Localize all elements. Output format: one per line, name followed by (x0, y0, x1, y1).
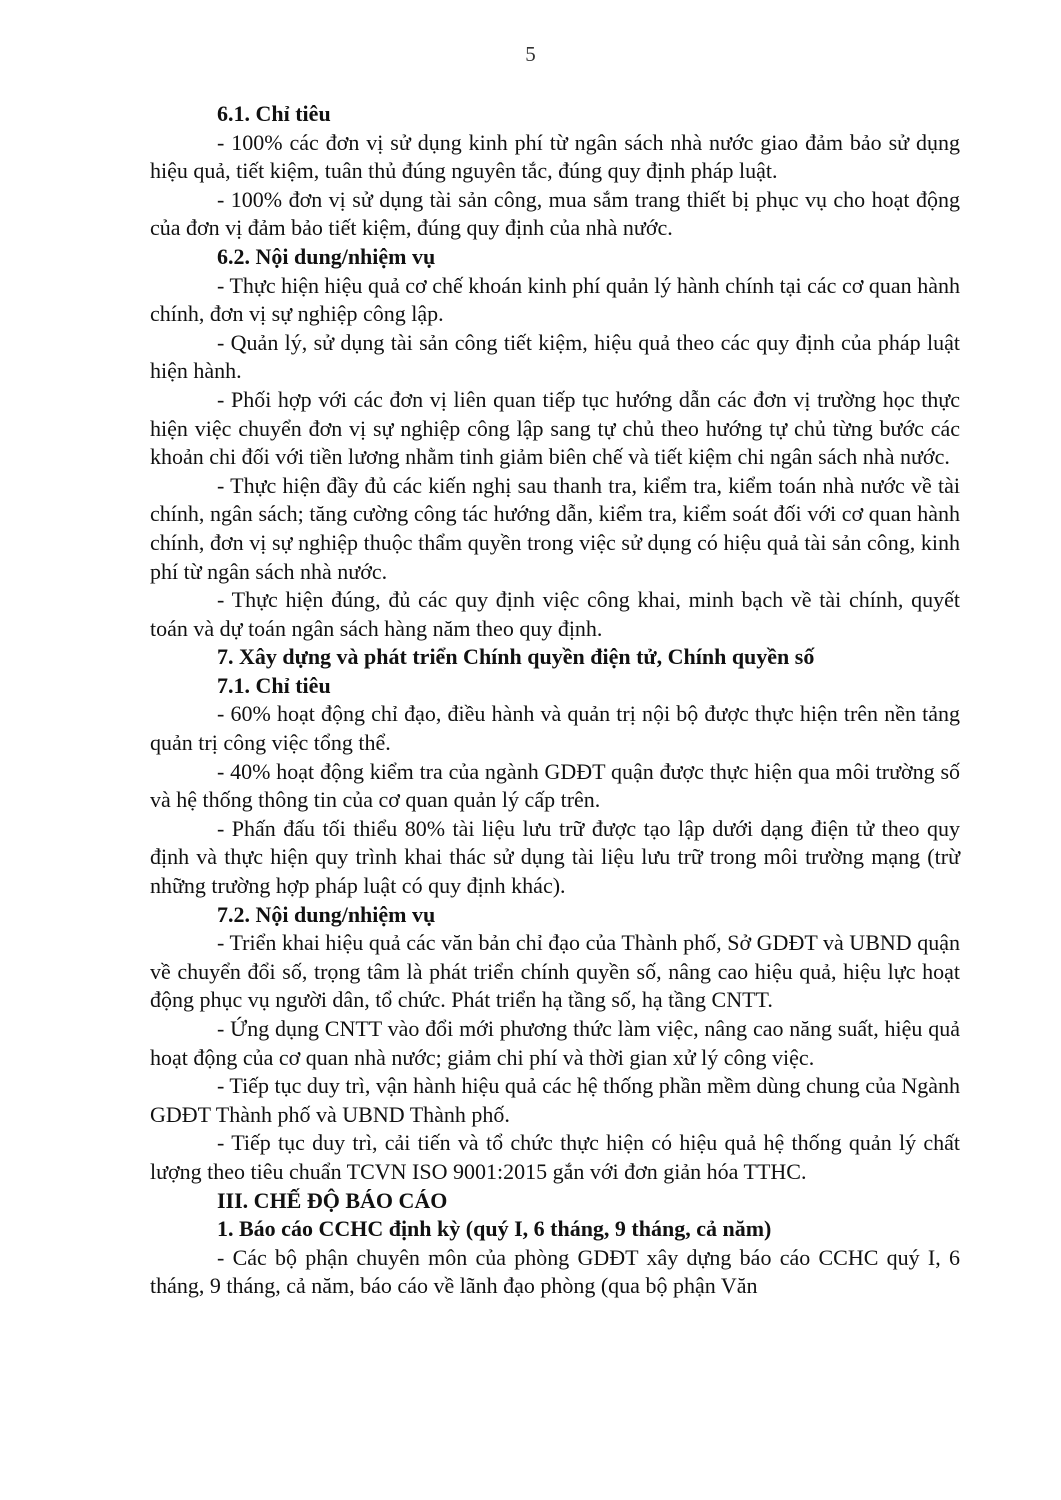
paragraph: - Phối hợp với các đơn vị liên quan tiếp tục hướng dẫn các đơn vị trường học thực hiện việc chuyển đơn vị sự nghiệp công lập sang tự chủ theo hướng tự chủ từng bước các khoản chi đối với tiền lương nhằm tinh giảm biên chế và tiết kiệm chi ngân sách nhà nước. (150, 386, 960, 470)
section-heading: 7. Xây dựng và phát triển Chính quyền điện tử, Chính quyền số (217, 644, 815, 670)
page-number: 5 (525, 42, 536, 66)
section-heading: III. CHẾ ĐỘ BÁO CÁO (217, 1187, 448, 1213)
paragraph: - Thực hiện đầy đủ các kiến nghị sau thanh tra, kiểm tra, kiểm toán nhà nước về tài chính, ngân sách; tăng cường công tác hướng dẫn, kiểm tra, kiểm soát đối với cơ quan hành chính, đơn vị sự nghiệp thuộc thẩm quyền trong việc sử dụng có hiệu quả tài sản công, kinh phí từ ngân sách nhà nước. (150, 472, 960, 584)
section-heading: 7.2. Nội dung/nhiệm vụ (217, 901, 436, 927)
section-heading: 6.2. Nội dung/nhiệm vụ (217, 243, 436, 269)
section-heading: 7.1. Chỉ tiêu (217, 672, 331, 698)
paragraph: - Tiếp tục duy trì, cải tiến và tổ chức thực hiện có hiệu quả hệ thống quản lý chất lượng theo tiêu chuẩn TCVN ISO 9001:2015 gắn với đơn giản hóa TTHC. (150, 1130, 960, 1184)
paragraph: - 100% các đơn vị sử dụng kinh phí từ ngân sách nhà nước giao đảm bảo sử dụng hiệu quả, tiết kiệm, tuân thủ đúng nguyên tắc, đúng quy định pháp luật. (150, 129, 960, 184)
paragraph: - Ứng dụng CNTT vào đổi mới phương thức làm việc, nâng cao năng suất, hiệu quả hoạt động của cơ quan nhà nước; giảm chi phí và thời gian xử lý công việc. (150, 1016, 960, 1070)
paragraph: - 100% đơn vị sử dụng tài sản công, mua sắm trang thiết bị phục vụ cho hoạt động của đơn vị đảm bảo tiết kiệm, đúng quy định của nhà nước. (150, 186, 960, 241)
paragraph: - Các bộ phận chuyên môn của phòng GDĐT xây dựng báo cáo CCHC quý I, 6 tháng, 9 tháng, cả năm, báo cáo về lãnh đạo phòng (qua bộ phận Văn (150, 1244, 960, 1299)
paragraph: - Thực hiện hiệu quả cơ chế khoán kinh phí quản lý hành chính tại các cơ quan hành chính, đơn vị sự nghiệp công lập. (150, 272, 960, 327)
section-heading: 1. Báo cáo CCHC định kỳ (quý I, 6 tháng, 9 tháng, cả năm) (217, 1216, 772, 1242)
paragraph: - Triển khai hiệu quả các văn bản chỉ đạo của Thành phố, Sở GDĐT và UBND quận về chuyển đổi số, trọng tâm là phát triển chính quyền số, nâng cao hiệu quả, hiệu lực hoạt động phục vụ người dân, tổ chức. Phát triển hạ tầng số, hạ tầng CNTT. (150, 930, 960, 1013)
section-heading: 6.1. Chỉ tiêu (217, 101, 331, 126)
document-body (150, 100, 960, 1301)
paragraph: - Thực hiện đúng, đủ các quy định việc công khai, minh bạch về tài chính, quyết toán và dự toán ngân sách hàng năm theo quy định. (150, 587, 960, 641)
paragraph: - 60% hoạt động chỉ đạo, điều hành và quản trị nội bộ được thực hiện trên nền tảng quản trị công việc tổng thể. (150, 701, 960, 756)
paragraph: - Phấn đấu tối thiểu 80% tài liệu lưu trữ được tạo lập dưới dạng điện tử theo quy định và thực hiện quy trình khai thác sử dụng tài liệu lưu trữ trong môi trường mạng (trừ những trường hợp pháp luật có quy định khác). (150, 815, 960, 899)
paragraph: - Tiếp tục duy trì, vận hành hiệu quả các hệ thống phần mềm dùng chung của Ngành GDĐT Thành phố và UBND Thành phố. (150, 1073, 960, 1127)
paragraph: - 40% hoạt động kiểm tra của ngành GDĐT quận được thực hiện qua môi trường số và hệ thống thông tin của cơ quan quản lý cấp trên. (150, 758, 960, 813)
paragraph: - Quản lý, sử dụng tài sản công tiết kiệm, hiệu quả theo các quy định của pháp luật hiện hành. (150, 329, 960, 384)
